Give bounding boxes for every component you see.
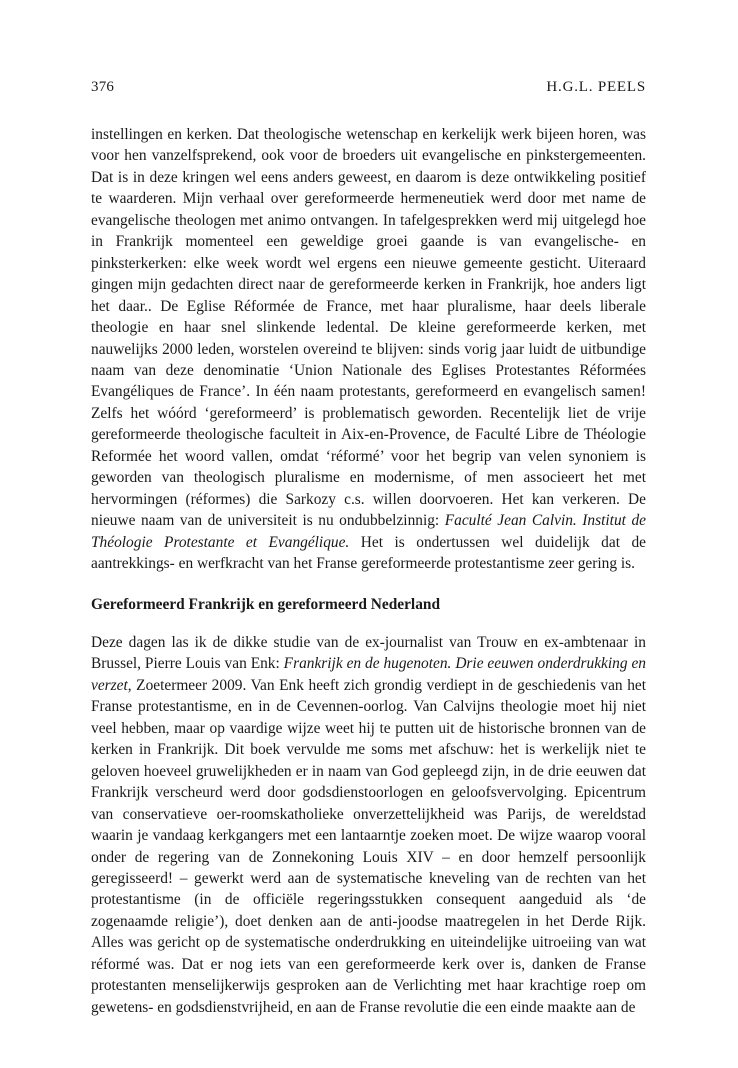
paragraph-2-text-end: , Zoetermeer 2009. Van Enk heeft zich grondig verdiept in de geschiedenis van het Franse protestantisme, en in de Cevennen-oorlog. Van Calvijns theologie moet hij niet veel hebben, maar op vaardige wijze weet hij te putten uit de historische bronnen van de kerken in Frankrijk. Dit boek vervulde me soms met afschuw: het is werkelijk niet te geloven hoeveel gruwelijkheden er in naam van God gepleegd zijn, in de drie eeuwen dat Frankrijk verscheurd werd door godsdienstoorlogen en geloofsvervolging. Epicentrum van conservatieve oer-roomskatholieke onverzettelijkheid was Parijs, de wereldstad waarin je vandaag kerkgangers met een lantaarntje zoeken moet. De wijze waarop vooral onder de regering van de Zonnekoning Louis XIV – en door hemzelf persoonlijk geregisseerd! – gewerkt werd aan de systematische kneveling van de rechten van het protestantisme (in de officiële regeringsstukken consequent aangeduid als ‘de zogenaamde religie’), doet denken aan de anti-joodse maatregelen in het Derde Rijk. Alles was gericht op de systematische onderdrukking en uiteindelijke uitroeiing van wat réformé was. Dat er nog iets van een gereformeerde kerk over is, danken de Franse protestanten menselijkerwijs gesproken aan de Verlichting met haar krachtige roep om gewetens- en godsdienstvrijheid, en aan de Franse revolutie die een einde maakte aan de bbox=[91, 676, 646, 1016]
paragraph-2-text-start: Deze dagen las ik de dikke studie van de ex-journalist van Trouw en ex-ambtenaar in Brussel, Pierre Louis van Enk: bbox=[91, 634, 646, 673]
section-heading: Gereformeerd Frankrijk en gereformeerd Nederland bbox=[91, 596, 441, 613]
body-paragraph-2 bbox=[91, 632, 646, 1018]
paragraph-1-text-start: instellingen en kerken. Dat theologische wetenschap en kerkelijk werk bijeen horen, was voor hen vanzelfsprekend, ook voor de broeders uit evangelische en pinkstergemeenten. Dat is in deze kringen wel eens anders geweest, en daarom is deze ontwikkeling positief te waarderen. Mijn verhaal over gereformeerde hermeneutiek werd door met name de evangelische theologen met animo ontvangen. In tafelgesprekken werd mij uitgelegd hoe in Frankrijk momenteel een geweldige groei gaande is van evangelische- en pinksterkerken: elke week wordt wel ergens een nieuwe gemeente gesticht. Uiteraard gingen mijn gedachten direct naar de gereformeerde kerken in Frankrijk, hoe anders ligt het daar.. De Eglise Réformée de France, met haar pluralisme, haar deels liberale theologie en haar snel slinkende ledental. De kleine gereformeerde kerken, met nauwelijks 2000 leden, worstelen overeind te blijven: sinds vorig jaar luidt de uitbundige naam van deze denominatie ‘Union Nationale des Eglises Protestantes Réformées Evangéliques de France’. In één naam protestants, gereformeerd en evangelisch samen! Zelfs het wóórd ‘gereformeerd’ is problematisch geworden. Recentelijk liet de vrije gereformeerde theologische faculteit in Aix-en-Provence, de Faculté Libre de Théologie Reformée het woord vallen, omdat ‘réformé’ voor het begrip van velen synoniem is geworden van theologisch pluralisme en modernisme, of men associeert het met hervormingen (réformes) die Sarkozy c.s. willen doorvoeren. Het kan verkeren. De nieuwe naam van de universiteit is nu ondubbelzinnig: bbox=[91, 126, 646, 530]
page-number: 376 bbox=[91, 79, 115, 95]
running-head-author: H.G.L. PEELS bbox=[546, 79, 646, 95]
paragraph-2-italic-book-title: Frankrijk en de hugenoten. Drie eeuwen onderdrukking en verzet bbox=[91, 655, 646, 694]
paragraph-1-italic-title: Faculté Jean Calvin. Institut de Théologie Protestante et Evangélique. bbox=[91, 512, 646, 551]
paragraph-1-text-end: Het is ondertussen wel duidelijk dat de aantrekkings- en werfkracht van het Franse gereformeerde protestantisme zeer gering is. bbox=[91, 533, 646, 573]
body-paragraph-1 bbox=[91, 124, 646, 575]
page bbox=[91, 0, 646, 1068]
